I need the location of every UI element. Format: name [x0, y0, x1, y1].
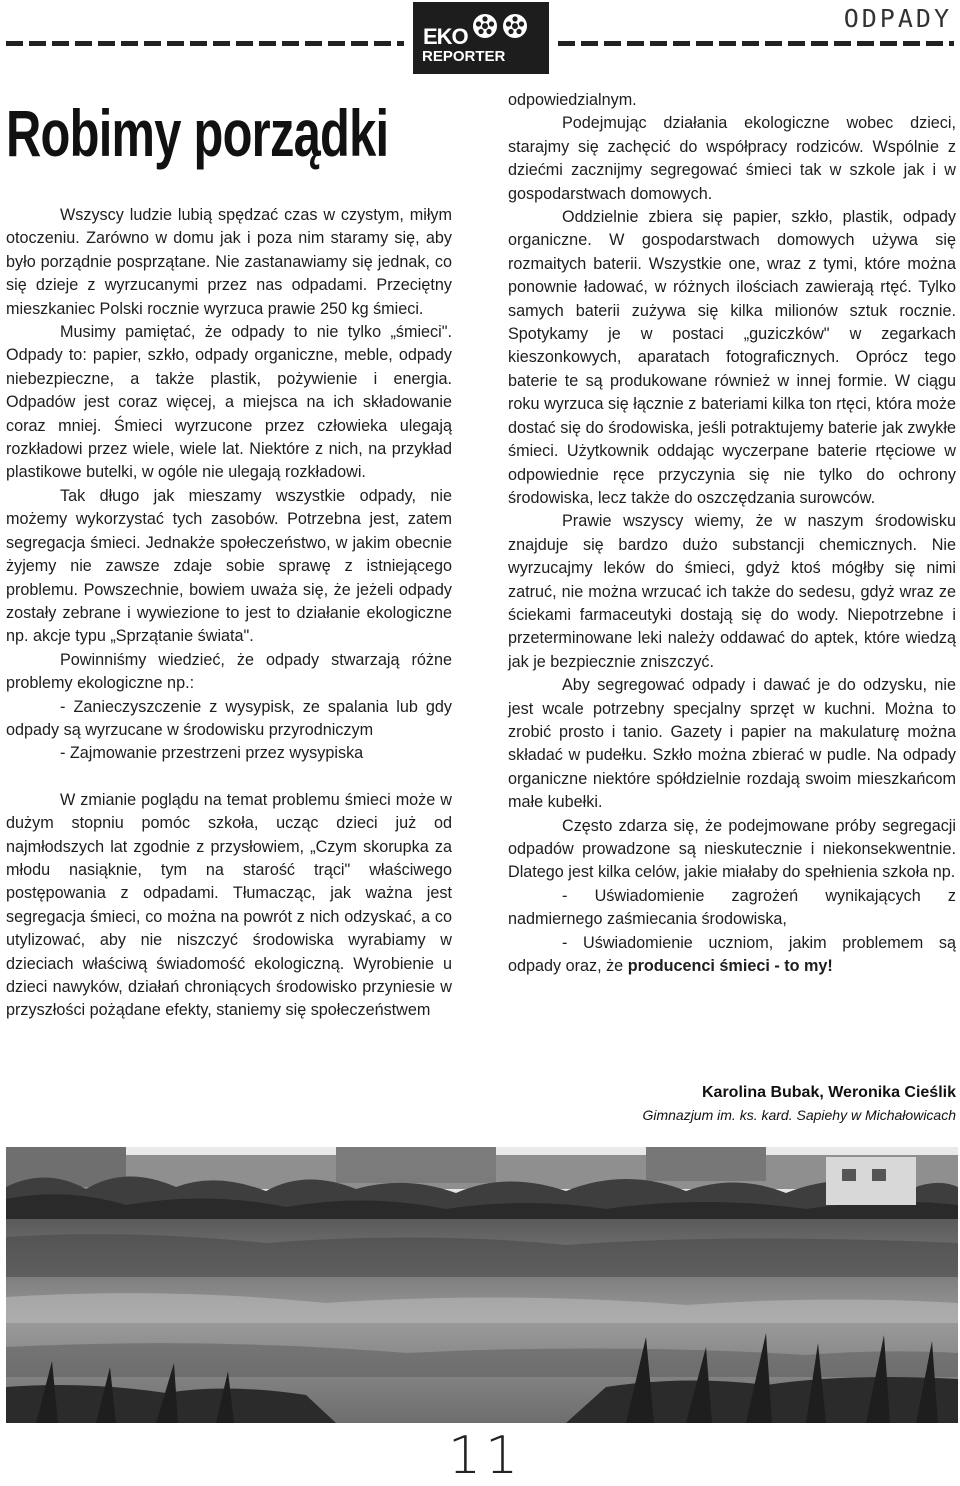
paragraph: Wszyscy ludzie lubią spędzać czas w czystym, miłym otoczeniu. Zarówno w domu jak i poza nim staramy się, aby było porządnie posprzątane. Nie zastanawiamy się jednak, co się dzieje z wyrzucanymi przez nas odpadami. Przeciętny mieszkaniec Polski rocznie wyrzuca prawie 250 kg śmieci.	[6, 206, 452, 318]
logo-eko-text: EKO	[423, 24, 468, 49]
paragraph: Aby segregować odpady i dawać je do odzysku, nie jest wcale potrzebny specjalny sprzęt w kuchni. Można to zrobić prosto i tanio. Gazety i papier na makulaturę można składać w pudełku. Szkło można zbierać w pudle. Na odpady organiczne niektóre spółdzielnie rozdają swoim mieszkańcom małe kubełki.	[508, 676, 956, 812]
header-dash-left	[6, 41, 404, 46]
list-item: - Uświadomienie zagrożeń wynikających z nadmiernego zaśmiecania środowiska,	[508, 886, 956, 929]
paragraph: Musimy pamiętać, że odpady to nie tylko „śmieci". Odpady to: papier, szkło, odpady organiczne, meble, odpady niebezpieczne, a także plastik, pożywienie i energia. Odpadów jest coraz więcej, a miejsca na ich składowanie coraz mniej. Śmieci wyrzucone przez człowieka ulegają rozkładowi przez wiele, wiele lat. Niektóre z nich, na przykład plastikowe butelki, w ogóle nie ulegają rozkładowi.	[6, 323, 452, 482]
paragraph: Tak długo jak mieszamy wszystkie odpady, nie możemy wykorzystać tych zasobów. Potrzebna jest, zatem segregacja śmieci. Jednakże społeczeństwo, w jakim obecnie żyjemy nie zawsze zdaje sobie sprawę z istniejącego problemu. Powszechnie, bowiem uważa się, że jeżeli odpady zostały zebrane i wywiezione to jest to działanie ekologiczne np. akcje typu „Sprzątanie świata".	[6, 486, 452, 646]
paragraph: Prawie wszyscy wiemy, że w naszym środowisku znajduje się bardzo dużo substancji chemicznych. Nie wyrzucajmy leków do śmieci, gdyż ktoś mógłby się nimi zatruć, nie można wrzucać ich także do sedesu, gdyż wraz ze ściekami farmaceutyki dostają się do wody. Niepotrzebne i przeterminowane leki należy oddawać do aptek, które wiedzą jak je bezpiecznie zniszczyć.	[508, 512, 956, 671]
paragraph: odpowiedzialnym.	[508, 91, 637, 109]
final-text: - Uświadomienie uczniom, jakim problemem są odpady oraz, że	[508, 933, 956, 976]
paragraph: Często zdarza się, że podejmowane próby segregacji odpadów prowadzone są nieskutecznie i niekonsekwentnie. Dlatego jest kilka celów, jakie miałaby do spełnienia szkoła np.	[508, 816, 956, 882]
paragraph: W zmianie poglądu na temat problemu śmieci może w dużym stopniu pomóc szkoła, ucząc dzieci już od najmłodszych lat zgodnie z przysłowiem, „Czym skorupka za młodu nasiąknie, tym na starość trąci" właściwego postępowania z odpadami. Tłumacząc, jak ważna jest segregacja śmieci, co można na powrót z nich odzyskać, a co utylizować, aby nie niszczyć środowiska wyrabiamy w dzieciach właściwą świadomość ekologiczną. Wyrobienie u dzieci nawyków, działań chroniących środowisko przyniesie w przyszłości pożądane efekty, staniemy się społeczeństwem	[6, 790, 452, 1020]
header-dash-right	[558, 41, 954, 46]
list-item: - Zanieczyszczenie z wysypisk, ze spalania lub gdy odpady są wyrzucane w środowisku przyrodniczym	[6, 697, 452, 739]
article-school: Gimnazjum im. ks. kard. Sapiehy w Michałowicach	[642, 1107, 956, 1123]
final-bold-text: producenci śmieci - to my!	[627, 957, 833, 976]
pond-photo-image	[6, 1147, 958, 1423]
logo-reel-icons	[471, 11, 531, 41]
eko-reporter-logo	[413, 2, 549, 74]
article-left-column	[6, 204, 452, 1023]
logo-reporter-text: REPORTER	[422, 48, 506, 65]
article-right-column	[508, 89, 956, 978]
paragraph: Oddzielnie zbiera się papier, szkło, plastik, odpady organiczne. W gospodarstwach domowych używa się rozmaitych baterii. Wszystkie one, wraz z tymi, które można ponownie ładować, w różnych ilościach zawierają rtęć. Tylko samych baterii zużywa się kilka milionów sztuk rocznie. Spotykamy je w postaci „guziczków" w zegarkach kieszonkowych, aparatach fotograficznych. Oprócz tego baterie te są produkowane również w innej formie. W ciągu roku wyrzuca się łącznie z bateriami kilka ton rtęci, która może dostać się do środowiska, jeśli potraktujemy baterie jak zwykłe śmieci. Użytkownik oddając wyczerpane baterie rtęciowe w odpowiednie ręce przyczynia się nie tylko do ochrony środowiska, lecz także do oszczędzania surowców.	[508, 208, 956, 507]
list-item: - Zajmowanie przestrzeni przez wysypiska	[60, 744, 364, 763]
list-item-final	[508, 932, 956, 979]
article-title: Robimy porządki	[6, 96, 389, 170]
article-authors: Karolina Bubak, Weronika Cieślik	[701, 1084, 956, 1101]
pond-photo	[6, 1147, 958, 1423]
paragraph: Podejmując działania ekologiczne wobec dzieci, starajmy się zachęcić do współpracy rodziców. Wspólnie z dziećmi zacznijmy segregować śmieci tak w szkole jak i w gospodarstwach domowych.	[508, 114, 956, 203]
section-label: ODPADY	[843, 4, 952, 33]
page-number: 11	[448, 1426, 523, 1486]
paragraph: Powinniśmy wiedzieć, że odpady stwarzają różne problemy ekologiczne np.:	[6, 650, 452, 693]
